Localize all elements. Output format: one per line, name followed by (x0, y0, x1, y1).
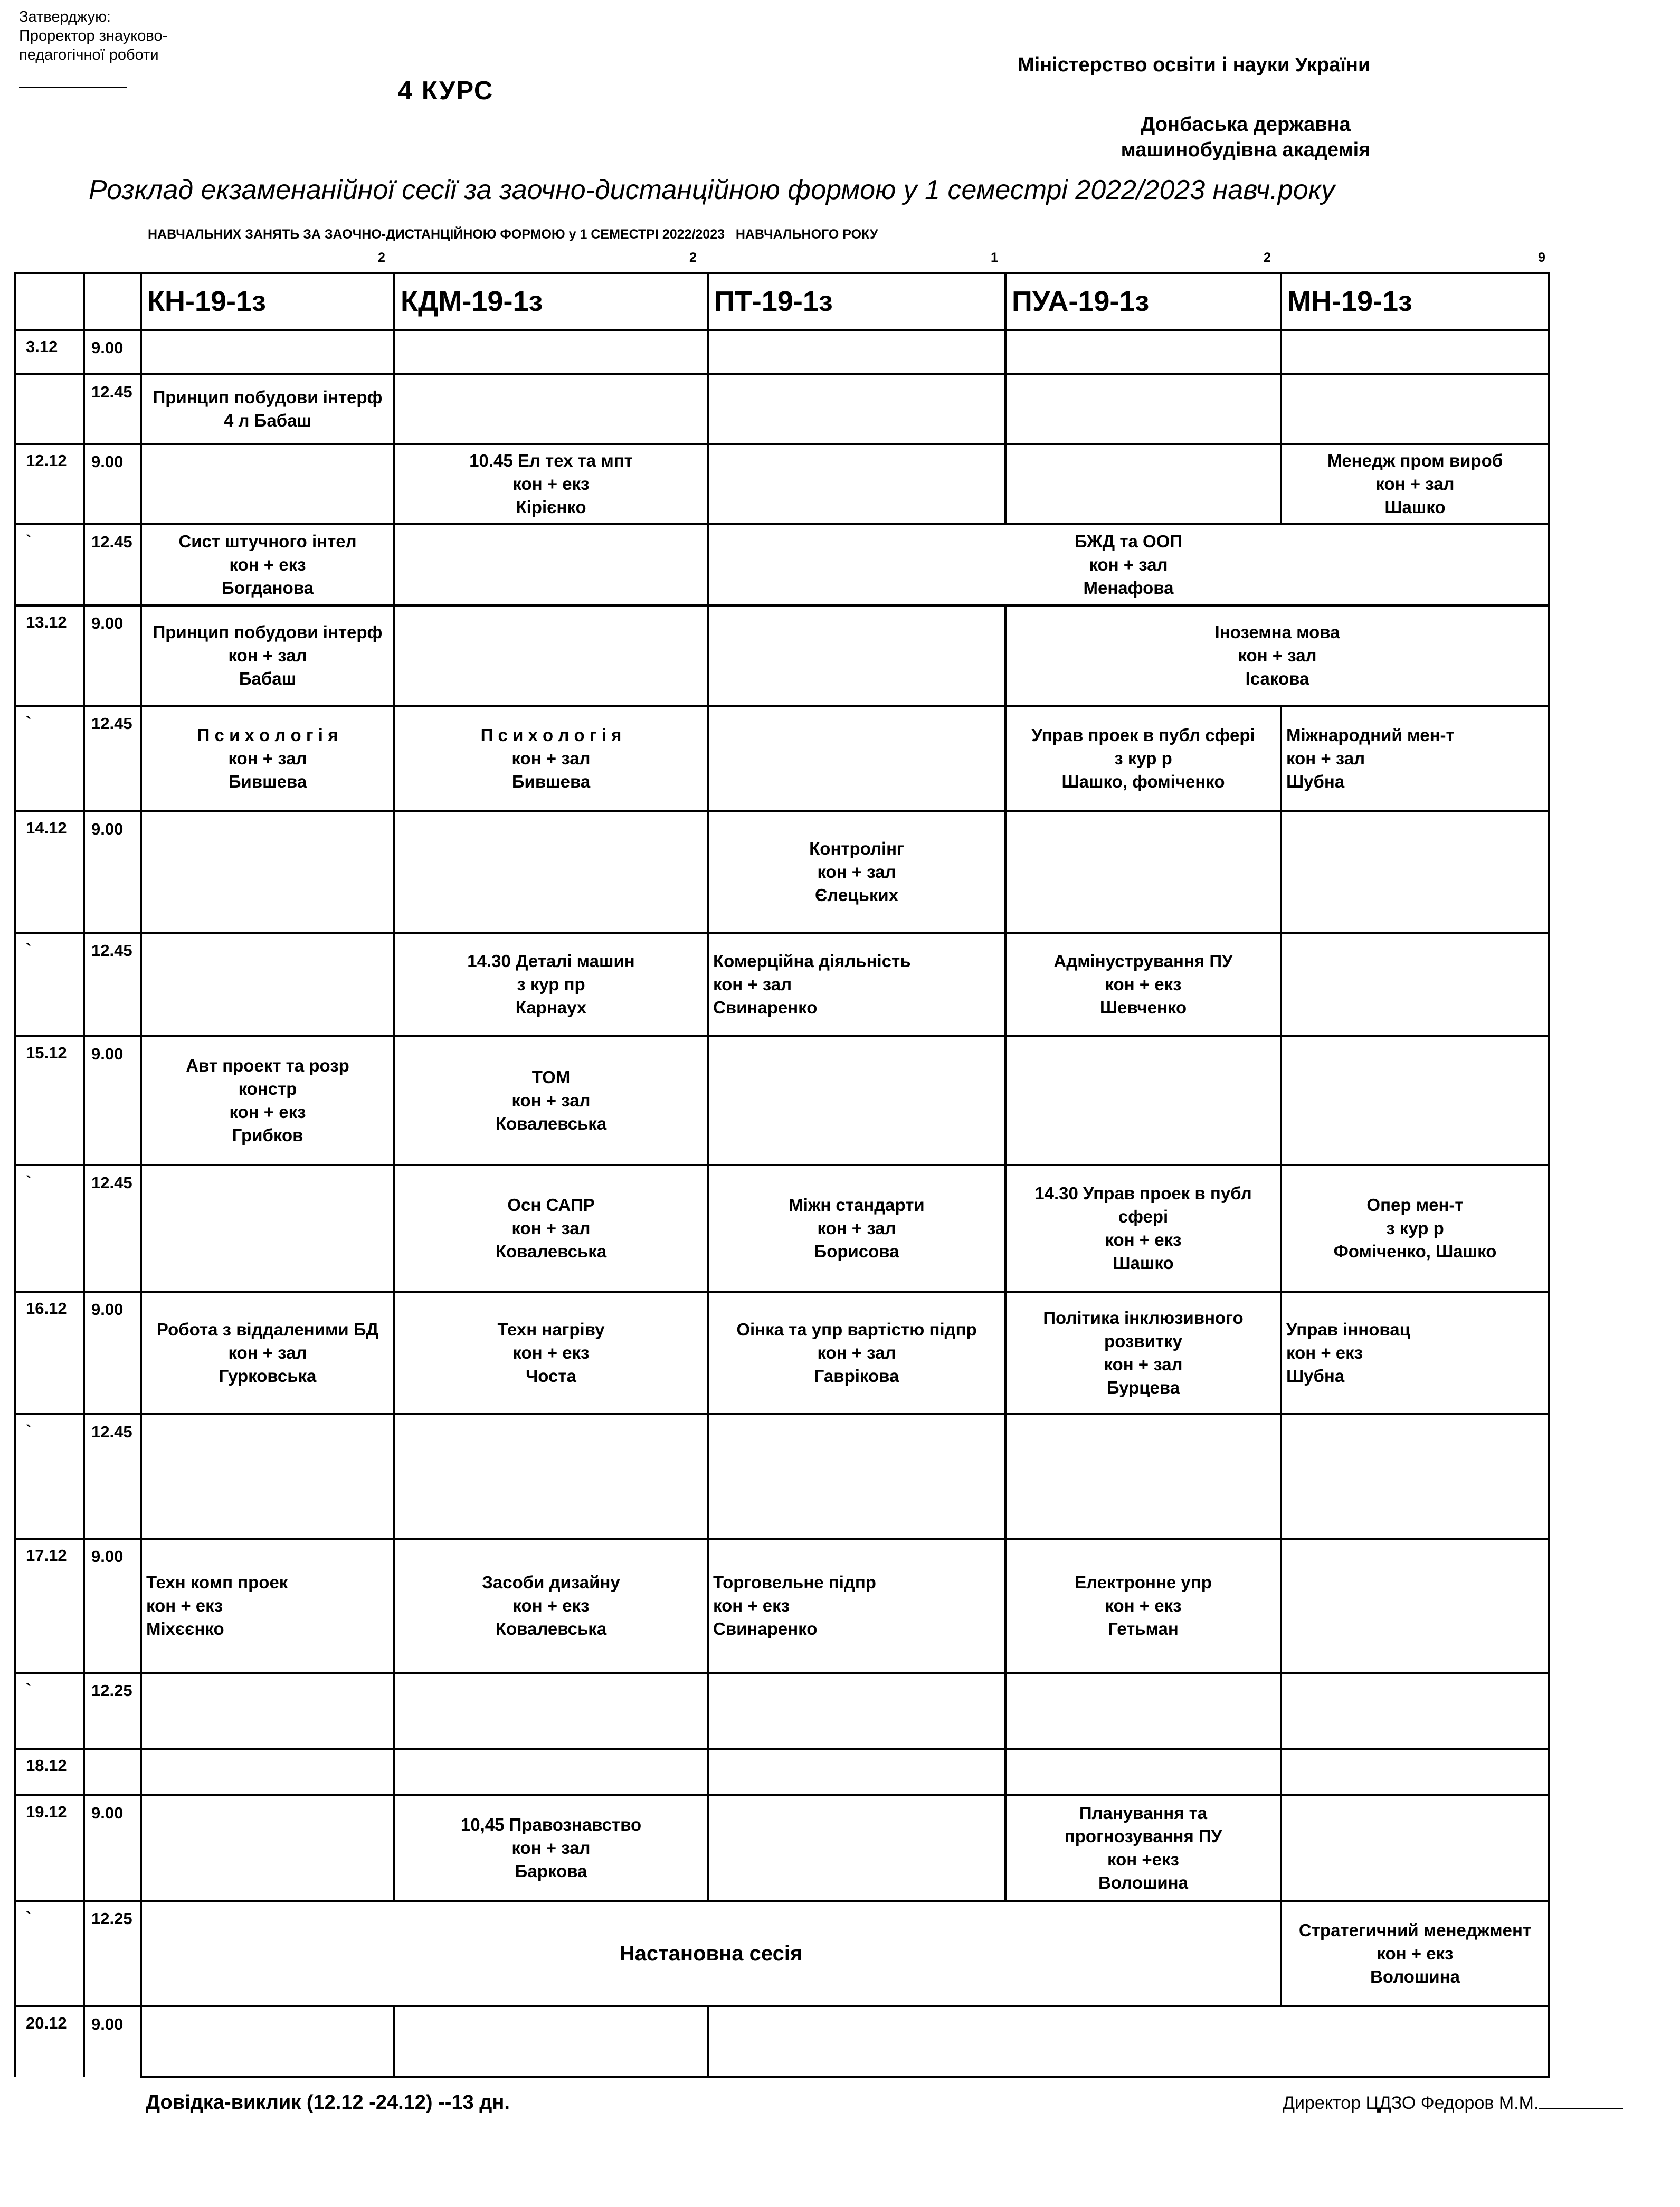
exam-cell (394, 1414, 708, 1539)
approval-block (19, 7, 167, 64)
exam-cell (141, 330, 394, 374)
exam-cell (141, 811, 394, 933)
date-cell: ` (15, 706, 84, 811)
exam-cell: Сист штучного інтел кон + екз Богданова (141, 524, 394, 605)
exam-cell (141, 1749, 394, 1795)
exam-cell (708, 1673, 1005, 1749)
approval-line-3: педагогічної роботи (19, 46, 159, 63)
exam-cell (1005, 1749, 1281, 1795)
exam-cell (394, 330, 708, 374)
exam-cell (1005, 374, 1281, 444)
date-cell: ` (15, 1165, 84, 1292)
exam-cell (141, 1795, 394, 1901)
exam-cell (1281, 811, 1549, 933)
exam-cell: Принцип побудови інтерф кон + зал Бабаш (141, 605, 394, 706)
page-title: Розклад екзаменанійної сесії за заочно-дистанційною формою у 1 семестрі 2022/2023 навч.року (89, 175, 1335, 205)
date-cell: ` (15, 1901, 84, 2006)
group-header: МН-19-1з (1281, 273, 1549, 330)
exam-cell: Засоби дизайну кон + екз Ковалевська (394, 1539, 708, 1673)
exam-cell: П с и х о л о г і я кон + зал Бившева (394, 706, 708, 811)
date-cell: 19.12 (15, 1795, 84, 1901)
exam-cell (1281, 330, 1549, 374)
exam-cell: 14.30 Управ проек в публ сфері кон + екз Шашко (1005, 1165, 1281, 1292)
exam-cell (394, 524, 708, 605)
time-cell: 12.45 (84, 1165, 141, 1292)
exam-cell: Оінка та упр вартістю підпр кон + зал Гаврікова (708, 1292, 1005, 1414)
table-row (15, 1673, 1549, 1749)
academy-name (1066, 112, 1425, 163)
exam-cell (394, 811, 708, 933)
director-signature (1283, 2093, 1623, 2114)
group-header: ПТ-19-1з (708, 273, 1005, 330)
header-row (15, 273, 1549, 330)
table-row (15, 1414, 1549, 1539)
time-cell: 12.45 (84, 524, 141, 605)
exam-cell: Контролінг кон + зал Єлецьких (708, 811, 1005, 933)
exam-cell (1281, 1036, 1549, 1165)
schedule-table (14, 272, 1550, 2078)
exam-cell: Настановна сесія (141, 1901, 1281, 2006)
approval-line-1: Затверджую: (19, 8, 111, 25)
date-cell: 17.12 (15, 1539, 84, 1673)
time-cell: 9.00 (84, 1539, 141, 1673)
time-header (84, 273, 141, 330)
date-cell: 18.12 (15, 1749, 84, 1795)
exam-cell (394, 605, 708, 706)
exam-cell: Комерційна діяльність кон + зал Свинаренко (708, 933, 1005, 1036)
approval-line-2: Проректор знауково- (19, 27, 168, 44)
exam-cell: Адмінустрування ПУ кон + екз Шевченко (1005, 933, 1281, 1036)
exam-cell: 10,45 Правознавство кон + зал Баркова (394, 1795, 708, 1901)
table-row (15, 524, 1549, 605)
director-name: Директор ЦДЗО Федоров М.М. (1283, 2093, 1539, 2113)
table-row (15, 1901, 1549, 2006)
student-count: 9 (1538, 250, 1545, 265)
exam-cell: Управ проек в публ сфері з кур р Шашко, фоміченко (1005, 706, 1281, 811)
date-cell: 13.12 (15, 605, 84, 706)
exam-cell (1005, 1036, 1281, 1165)
exam-cell: Принцип побудови інтерф 4 л Бабаш (141, 374, 394, 444)
table-row (15, 706, 1549, 811)
exam-cell: Осн САПР кон + зал Ковалевська (394, 1165, 708, 1292)
table-row (15, 605, 1549, 706)
table-row (15, 374, 1549, 444)
student-count: 1 (991, 250, 998, 265)
table-row (15, 933, 1549, 1036)
table-row (15, 1165, 1549, 1292)
group-header: КН-19-1з (141, 273, 394, 330)
exam-cell: Техн нагріву кон + екз Чоста (394, 1292, 708, 1414)
time-cell: 12.25 (84, 1673, 141, 1749)
exam-cell (708, 706, 1005, 811)
exam-cell (708, 444, 1005, 524)
date-cell (15, 374, 84, 444)
exam-cell (1281, 1749, 1549, 1795)
time-cell: 12.45 (84, 374, 141, 444)
time-cell (84, 1749, 141, 1795)
exam-cell (141, 444, 394, 524)
exam-cell (708, 374, 1005, 444)
time-cell: 9.00 (84, 1795, 141, 1901)
exam-cell (708, 1036, 1005, 1165)
date-cell: ` (15, 524, 84, 605)
table-row (15, 811, 1549, 933)
exam-cell (1005, 444, 1281, 524)
table-row (15, 1292, 1549, 1414)
group-header: ПУА-19-1з (1005, 273, 1281, 330)
exam-cell: Міжнародний мен-т кон + зал Шубна (1281, 706, 1549, 811)
exam-cell: Планування та прогнозування ПУ кон +екз Волошина (1005, 1795, 1281, 1901)
time-cell: 9.00 (84, 2006, 141, 2077)
summons-note: Довідка-виклик (12.12 -24.12) --13 дн. (146, 2091, 510, 2114)
exam-cell: ТОМ кон + зал Ковалевська (394, 1036, 708, 1165)
date-header (15, 273, 84, 330)
time-cell: 12.45 (84, 1414, 141, 1539)
exam-cell (1005, 1414, 1281, 1539)
exam-cell: Управ інновац кон + екз Шубна (1281, 1292, 1549, 1414)
exam-cell: П с и х о л о г і я кон + зал Бившева (141, 706, 394, 811)
date-cell: 12.12 (15, 444, 84, 524)
exam-cell (141, 933, 394, 1036)
exam-cell (394, 2006, 708, 2077)
exam-cell: Робота з віддаленими БД кон + зал Гурковська (141, 1292, 394, 1414)
exam-cell (394, 374, 708, 444)
ministry-name: Міністерство освіти і науки України (1018, 54, 1371, 76)
date-cell: 15.12 (15, 1036, 84, 1165)
exam-cell (708, 330, 1005, 374)
time-cell: 12.25 (84, 1901, 141, 2006)
date-cell: ` (15, 933, 84, 1036)
course-label: 4 КУРС (398, 77, 494, 105)
time-cell: 9.00 (84, 811, 141, 933)
exam-cell (708, 1414, 1005, 1539)
exam-cell: Стратегичний менеджмент кон + екз Волошина (1281, 1901, 1549, 2006)
exam-cell: Техн комп проек кон + екз Міхєєнко (141, 1539, 394, 1673)
exam-cell (394, 1749, 708, 1795)
time-cell: 9.00 (84, 605, 141, 706)
student-count: 2 (378, 250, 385, 265)
exam-cell (1281, 1795, 1549, 1901)
time-cell: 12.45 (84, 933, 141, 1036)
exam-cell (1281, 1539, 1549, 1673)
exam-cell: 14.30 Деталі машин з кур пр Карнаух (394, 933, 708, 1036)
exam-cell: Торговельне підпр кон + екз Свинаренко (708, 1539, 1005, 1673)
exam-cell: Іноземна мова кон + зал Ісакова (1005, 605, 1549, 706)
exam-cell: Опер мен-т з кур р Фоміченко, Шашко (1281, 1165, 1549, 1292)
group-header: КДМ-19-1з (394, 273, 708, 330)
table-row (15, 1795, 1549, 1901)
date-cell: 3.12 (15, 330, 84, 374)
exam-cell: Політика інклюзивного розвитку кон + зал Бурцева (1005, 1292, 1281, 1414)
exam-cell: Міжн стандарти кон + зал Борисова (708, 1165, 1005, 1292)
exam-cell (394, 1673, 708, 1749)
exam-cell (1005, 811, 1281, 933)
exam-cell (141, 2006, 394, 2077)
date-cell: ` (15, 1414, 84, 1539)
exam-cell (1281, 1673, 1549, 1749)
time-cell: 9.00 (84, 1036, 141, 1165)
exam-cell (1281, 374, 1549, 444)
exam-cell (1005, 330, 1281, 374)
table-row (15, 1749, 1549, 1795)
date-cell: 16.12 (15, 1292, 84, 1414)
date-cell: 20.12 (15, 2006, 84, 2077)
exam-cell (1281, 1414, 1549, 1539)
date-cell: 14.12 (15, 811, 84, 933)
exam-cell (708, 1749, 1005, 1795)
table-row (15, 1036, 1549, 1165)
exam-cell (141, 1165, 394, 1292)
table-row (15, 2006, 1549, 2077)
exam-cell: 10.45 Ел тех та мпт кон + екз Кірієнко (394, 444, 708, 524)
exam-cell (1005, 1673, 1281, 1749)
exam-cell: Авт проект та розр констр кон + екз Грибков (141, 1036, 394, 1165)
table-row (15, 330, 1549, 374)
exam-cell (1281, 933, 1549, 1036)
signature-line (19, 87, 127, 88)
date-cell: ` (15, 1673, 84, 1749)
exam-cell (141, 1673, 394, 1749)
academy-line-2: машинобудівна академія (1121, 139, 1371, 161)
table-row (15, 1539, 1549, 1673)
time-cell: 9.00 (84, 444, 141, 524)
time-cell: 9.00 (84, 1292, 141, 1414)
student-count: 2 (689, 250, 697, 265)
time-cell: 9.00 (84, 330, 141, 374)
table-row (15, 444, 1549, 524)
academy-line-1: Донбаська державна (1141, 113, 1351, 136)
exam-cell: БЖД та ООП кон + зал Менафова (708, 524, 1549, 605)
exam-cell (708, 2006, 1549, 2077)
page-subtitle: НАВЧАЛЬНИХ ЗАНЯТЬ ЗА ЗАОЧНО-ДИСТАНЦІЙНОЮ ФОРМОЮ у 1 СЕМЕСТРІ 2022/2023 _НАВЧАЛЬНОГО РОКУ (148, 227, 878, 242)
exam-cell (708, 605, 1005, 706)
exam-cell (141, 1414, 394, 1539)
student-count: 2 (1264, 250, 1271, 265)
time-cell: 12.45 (84, 706, 141, 811)
exam-cell (708, 1795, 1005, 1901)
exam-cell: Електронне упр кон + екз Гетьман (1005, 1539, 1281, 1673)
signature-line (1539, 2108, 1623, 2109)
exam-cell: Менедж пром вироб кон + зал Шашко (1281, 444, 1549, 524)
